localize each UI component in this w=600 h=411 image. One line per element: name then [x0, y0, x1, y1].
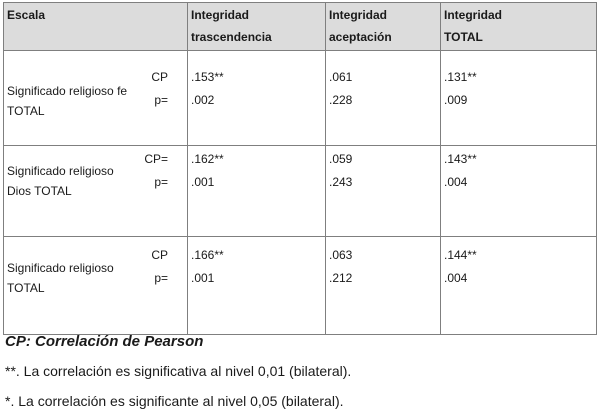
correlation-table — [3, 2, 597, 335]
stat-labels: CP p= — [151, 70, 168, 107]
value-cell: .063 .212 — [326, 237, 441, 335]
footnote-significance-001: **. La correlación es significativa al nivel 0,01 (bilateral). — [5, 363, 352, 379]
footnotes — [5, 331, 595, 411]
header-integridad-trascendencia: Integridad trascendencia — [188, 3, 326, 51]
footnote-title: CP: Correlación de Pearson — [5, 333, 204, 350]
header-escala: Escala — [4, 3, 188, 51]
value-cell: .131** .009 — [441, 51, 597, 146]
row-label: Significado religioso TOTAL — [7, 261, 114, 295]
row-scale-cell — [4, 51, 188, 146]
table-header-row — [4, 3, 597, 51]
value-cell: .061 .228 — [326, 51, 441, 146]
value-cell: .166** .001 — [188, 237, 326, 335]
footnote-significance-005: *. La correlación es significante al nivel 0,05 (bilateral). — [5, 393, 344, 409]
table-row — [4, 237, 597, 335]
row-label: Significado religioso Dios TOTAL — [7, 164, 114, 198]
table-row — [4, 146, 597, 237]
value-cell: .144** .004 — [441, 237, 597, 335]
table-row — [4, 51, 597, 146]
stat-labels: CP p= — [151, 248, 168, 285]
row-scale-cell — [4, 237, 188, 335]
header-integridad-total: Integridad TOTAL — [441, 3, 597, 51]
header-integridad-aceptacion: Integridad aceptación — [326, 3, 441, 51]
value-cell: .143** .004 — [441, 146, 597, 237]
value-cell: .153** .002 — [188, 51, 326, 146]
row-label: Significado religioso fe TOTAL — [7, 84, 128, 118]
value-cell: .162** .001 — [188, 146, 326, 237]
row-scale-cell — [4, 146, 188, 237]
value-cell: .059 .243 — [326, 146, 441, 237]
stat-labels: CP= p= — [144, 152, 168, 189]
